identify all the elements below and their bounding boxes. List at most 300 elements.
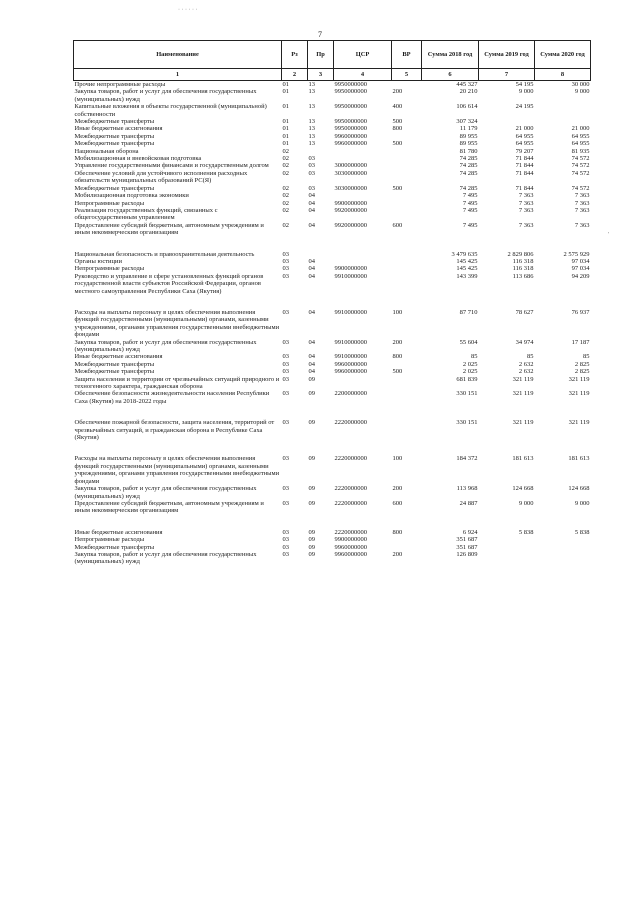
- row-csr: 9920000000: [334, 221, 367, 229]
- row-sum-2019: 2 829 806: [507, 250, 534, 258]
- row-sum-2019: 9 000: [518, 499, 534, 507]
- row-sum-2018: 74 285: [459, 155, 478, 163]
- row-vr: [392, 544, 422, 551]
- row-sum-2018: 81 780: [459, 147, 478, 155]
- row-rz: 03: [282, 368, 289, 376]
- column-index: 7: [479, 69, 535, 81]
- row-rz: 02: [282, 184, 289, 192]
- column-header-name: Наименование: [74, 41, 282, 69]
- table-row: [74, 273, 591, 295]
- row-csr: 9950000000: [334, 118, 367, 126]
- row-spacer: [74, 405, 591, 419]
- row-name: Межбюджетные трансферты: [74, 360, 155, 368]
- column-header-csr: ЦСР: [334, 41, 392, 69]
- column-index: 1: [74, 69, 282, 81]
- table-row: [74, 155, 591, 162]
- row-vr: 500: [392, 368, 403, 376]
- row-sum-2019: 181 613: [512, 455, 534, 463]
- row-pr: 04: [308, 206, 315, 214]
- row-spacer: [74, 441, 591, 455]
- row-pr: 04: [308, 272, 315, 280]
- row-sum-2020: 74 572: [571, 155, 590, 163]
- row-name: Управление государственными финансами и государственным долгом: [74, 162, 269, 170]
- row-csr: [334, 192, 392, 199]
- row-sum-2019: 64 955: [515, 132, 534, 140]
- row-sum-2020: 74 572: [571, 169, 590, 177]
- row-spacer: [74, 515, 591, 529]
- row-rz: 01: [282, 88, 289, 96]
- row-sum-2019: 71 844: [515, 184, 534, 192]
- row-sum-2018: 2 025: [462, 360, 478, 368]
- row-vr: 100: [392, 308, 403, 316]
- row-pr: 09: [308, 390, 315, 398]
- table-row: [74, 103, 591, 118]
- row-pr: 03: [308, 169, 315, 177]
- row-pr: 04: [308, 338, 315, 346]
- row-pr: 04: [308, 360, 315, 368]
- row-sum-2018: 184 372: [456, 455, 478, 463]
- column-header-rz: Рз: [282, 41, 308, 69]
- row-rz: 02: [282, 147, 289, 155]
- row-sum-2019: [479, 118, 535, 125]
- row-vr: 200: [392, 485, 403, 493]
- row-rz: 03: [282, 250, 289, 258]
- row-sum-2019: 124 668: [512, 485, 534, 493]
- row-rz: 03: [282, 360, 289, 368]
- row-vr: [392, 162, 422, 169]
- row-sum-2019: 9 000: [518, 88, 534, 96]
- row-sum-2020: 97 034: [571, 257, 590, 265]
- row-sum-2019: 113 686: [512, 272, 534, 280]
- row-name: Иные бюджетные ассигнования: [74, 125, 163, 133]
- row-sum-2019: 116 318: [512, 257, 534, 265]
- column-index: 8: [535, 69, 591, 81]
- row-sum-2018: 445 327: [456, 81, 478, 88]
- row-sum-2020: 321 119: [568, 419, 590, 427]
- row-pr: 04: [308, 257, 315, 265]
- row-csr: 9910000000: [334, 338, 367, 346]
- row-csr: 2220000000: [334, 455, 367, 463]
- row-sum-2019: 5 838: [518, 528, 534, 536]
- row-name: Прочие непрограммные расходы: [74, 81, 166, 88]
- table-row: [74, 125, 591, 132]
- row-rz: 03: [282, 455, 289, 463]
- column-header-vr: ВР: [392, 41, 422, 69]
- row-name: Реализация государственных функций, связанных с общегосударственным управлением: [74, 206, 218, 222]
- row-sum-2019: 321 119: [512, 390, 534, 398]
- row-pr: 09: [308, 375, 315, 383]
- column-index: 5: [392, 69, 422, 81]
- row-name: Мобилизационная и вневойсковая подготовка: [74, 155, 202, 163]
- table-row: [74, 368, 591, 375]
- column-header-2020: Сумма 2020 год: [535, 41, 591, 69]
- row-pr: 13: [308, 103, 315, 111]
- column-header-2019: Сумма 2019 год: [479, 41, 535, 69]
- row-csr: 9900000000: [334, 265, 367, 273]
- row-sum-2020: 7 363: [574, 199, 590, 207]
- row-name: Иные бюджетные ассигнования: [74, 353, 163, 361]
- row-sum-2018: 74 285: [459, 162, 478, 170]
- row-sum-2018: 330 151: [456, 390, 478, 398]
- scan-speck: ': [608, 232, 610, 238]
- row-vr: 100: [392, 455, 403, 463]
- row-csr: 9920000000: [334, 206, 367, 214]
- row-sum-2020: 2 575 929: [563, 250, 590, 258]
- row-vr: [392, 361, 422, 368]
- row-vr: [392, 251, 422, 258]
- row-csr: [334, 148, 392, 155]
- row-name: Непрограммные расходы: [74, 536, 145, 544]
- row-sum-2020: 2 825: [574, 368, 590, 376]
- row-vr: [392, 200, 422, 207]
- row-sum-2020: 81 935: [571, 147, 590, 155]
- row-name: Предоставление субсидий бюджетным, автономным учреждениям и иным некоммерческим организациям: [74, 221, 264, 237]
- row-rz: 01: [282, 132, 289, 140]
- row-pr: 04: [308, 353, 315, 361]
- row-pr: 09: [308, 543, 315, 551]
- row-csr: 2220000000: [334, 485, 367, 493]
- row-rz: 03: [282, 536, 289, 544]
- row-sum-2019: 321 119: [512, 419, 534, 427]
- row-sum-2019: [479, 536, 535, 543]
- row-spacer: [74, 237, 591, 251]
- row-name: Предоставление субсидий бюджетным, автономным учреждениям и иным некоммерческим организациям: [74, 499, 264, 515]
- row-vr: [392, 148, 422, 155]
- row-vr: [392, 419, 422, 441]
- row-sum-2018: 330 151: [456, 419, 478, 427]
- row-csr: 9950000000: [334, 125, 367, 133]
- row-sum-2018: 351 687: [456, 536, 478, 544]
- row-pr: 09: [308, 485, 315, 493]
- row-vr: [392, 207, 422, 222]
- row-sum-2018: 89 955: [459, 132, 478, 140]
- row-sum-2018: 3 479 635: [451, 250, 478, 258]
- row-csr: 9910000000: [334, 353, 367, 361]
- row-sum-2019: 54 195: [515, 81, 534, 88]
- table-row: [74, 339, 591, 354]
- row-rz: 03: [282, 499, 289, 507]
- row-sum-2018: 87 710: [459, 308, 478, 316]
- row-name: Закупка товаров, работ и услуг для обеспечения государственных (муниципальных) нужд: [74, 88, 257, 103]
- row-pr: 04: [308, 199, 315, 207]
- row-vr: [392, 258, 422, 265]
- table-row: [74, 148, 591, 155]
- row-rz: 02: [282, 192, 289, 200]
- column-index-row: [74, 69, 591, 81]
- table-row: [74, 207, 591, 222]
- row-sum-2019: 79 207: [515, 147, 534, 155]
- row-pr: 09: [308, 528, 315, 536]
- row-sum-2019: 7 363: [518, 221, 534, 229]
- row-name: Руководство и управление в сфере установленных функций органов государственной власти субъектов Российской Федерации, органов местного самоуправления Республики Саха (Якутия): [74, 272, 264, 295]
- row-pr: 09: [308, 499, 315, 507]
- row-csr: 9950000000: [334, 81, 367, 88]
- row-sum-2020: 74 572: [571, 162, 590, 170]
- column-index: 4: [334, 69, 392, 81]
- row-sum-2018: 145 425: [456, 265, 478, 273]
- row-sum-2019: 34 974: [515, 338, 534, 346]
- row-sum-2019: [479, 544, 535, 551]
- row-sum-2018: 24 887: [459, 499, 478, 507]
- table-row: [74, 88, 591, 103]
- row-rz: 01: [282, 103, 289, 111]
- row-sum-2018: 85: [471, 353, 478, 361]
- row-pr: 13: [308, 81, 315, 88]
- table-header-row: [74, 41, 591, 69]
- row-sum-2020: [535, 544, 591, 551]
- row-sum-2019: 7 363: [518, 192, 534, 200]
- row-vr: [392, 133, 422, 140]
- row-sum-2020: 124 668: [568, 485, 590, 493]
- row-sum-2018: 307 324: [456, 118, 478, 126]
- row-rz: 01: [282, 81, 289, 88]
- row-sum-2018: 7 495: [462, 199, 478, 207]
- row-pr: [308, 251, 334, 258]
- row-sum-2020: 7 363: [574, 221, 590, 229]
- row-vr: [392, 376, 422, 391]
- row-name: Закупка товаров, работ и услуг для обеспечения государственных (муниципальных) нужд: [74, 338, 257, 353]
- budget-table: [73, 40, 591, 566]
- table-row: [74, 500, 591, 515]
- row-sum-2019: 71 844: [515, 155, 534, 163]
- row-sum-2018: 7 495: [462, 221, 478, 229]
- row-csr: 9900000000: [334, 536, 367, 544]
- row-sum-2020: 85: [583, 353, 590, 361]
- table-row: [74, 544, 591, 551]
- row-rz: 01: [282, 140, 289, 148]
- row-name: Межбюджетные трансферты: [74, 140, 155, 148]
- row-pr: 03: [308, 184, 315, 192]
- table-row: [74, 140, 591, 147]
- row-sum-2018: 143 399: [456, 272, 478, 280]
- row-sum-2018: 11 179: [459, 125, 478, 133]
- row-csr: 9900000000: [334, 199, 367, 207]
- column-index: 6: [422, 69, 479, 81]
- row-pr: 04: [308, 308, 315, 316]
- row-csr: [334, 376, 392, 391]
- row-sum-2018: 7 495: [462, 206, 478, 214]
- row-csr: 3000000000: [334, 162, 367, 170]
- row-name: Обеспечение условий для устойчивого исполнения расходных обязательств муниципальных образований РС(Я): [74, 169, 248, 185]
- row-vr: 800: [392, 125, 403, 133]
- row-sum-2020: 181 613: [568, 455, 590, 463]
- row-sum-2020: 76 937: [571, 308, 590, 316]
- row-rz: 03: [282, 257, 289, 265]
- row-csr: 2220000000: [334, 419, 367, 427]
- row-sum-2020: 7 363: [574, 206, 590, 214]
- row-pr: 09: [308, 536, 315, 544]
- row-csr: 9960000000: [334, 368, 367, 376]
- row-sum-2019: 78 627: [515, 308, 534, 316]
- row-sum-2019: 85: [527, 353, 534, 361]
- row-pr: 04: [308, 368, 315, 376]
- table-row: [74, 251, 591, 258]
- row-sum-2020: [535, 551, 591, 566]
- row-sum-2019: 64 955: [515, 140, 534, 148]
- column-index: 3: [308, 69, 334, 81]
- row-sum-2019: 2 632: [518, 360, 534, 368]
- row-name: Межбюджетные трансферты: [74, 543, 155, 551]
- row-sum-2020: 9 000: [574, 88, 590, 96]
- row-csr: [334, 155, 392, 162]
- row-pr: 13: [308, 140, 315, 148]
- row-rz: 02: [282, 169, 289, 177]
- row-name: Органы юстиции: [74, 257, 122, 265]
- row-rz: 03: [282, 485, 289, 493]
- row-sum-2019: 71 844: [515, 169, 534, 177]
- row-sum-2020: [535, 103, 591, 118]
- row-pr: [308, 148, 334, 155]
- row-vr: [392, 390, 422, 405]
- row-pr: 04: [308, 265, 315, 273]
- row-name: Расходы на выплаты персоналу в целях обеспечения выполнения функций государственными (муниципальными) органами, казенными учреждениями, органами управления государственными внебюджетными фондами: [74, 455, 280, 485]
- row-sum-2018: 7 495: [462, 192, 478, 200]
- row-vr: 200: [392, 88, 403, 96]
- row-rz: 03: [282, 338, 289, 346]
- row-pr: 09: [308, 550, 315, 558]
- row-rz: 02: [282, 162, 289, 170]
- row-sum-2018: 681 839: [456, 375, 478, 383]
- row-rz: 03: [282, 528, 289, 536]
- row-vr: [392, 155, 422, 162]
- row-rz: 03: [282, 265, 289, 273]
- row-csr: 3030000000: [334, 184, 367, 192]
- row-vr: [392, 192, 422, 199]
- column-index: 2: [282, 69, 308, 81]
- row-rz: 03: [282, 272, 289, 280]
- row-sum-2018: 6 924: [462, 528, 478, 536]
- row-vr: 200: [392, 550, 403, 558]
- table-row: [74, 118, 591, 125]
- row-pr: 03: [308, 155, 315, 163]
- row-rz: 02: [282, 221, 289, 229]
- row-vr: [392, 536, 422, 543]
- row-vr: [392, 273, 422, 295]
- row-csr: 9960000000: [334, 543, 367, 551]
- row-name: Национальная безопасность и правоохранительная деятельность: [74, 250, 255, 258]
- row-name: Межбюджетные трансферты: [74, 184, 155, 192]
- table-row: [74, 200, 591, 207]
- row-name: Мобилизационная подготовка экономики: [74, 192, 189, 200]
- row-rz: 03: [282, 550, 289, 558]
- row-sum-2020: 30 000: [571, 81, 590, 88]
- column-header-pr: Пр: [308, 41, 334, 69]
- row-vr: 500: [392, 118, 403, 126]
- row-pr: 13: [308, 88, 315, 96]
- row-name: Закупка товаров, работ и услуг для обеспечения государственных (муниципальных) нужд: [74, 485, 257, 500]
- table-row: [74, 81, 591, 89]
- row-sum-2018: 55 604: [459, 338, 478, 346]
- row-sum-2020: 97 034: [571, 265, 590, 273]
- row-csr: 9960000000: [334, 550, 367, 558]
- row-sum-2018: 126 809: [456, 550, 478, 558]
- table-row: [74, 419, 591, 441]
- row-sum-2019: 321 119: [512, 375, 534, 383]
- row-sum-2020: 17 187: [571, 338, 590, 346]
- row-csr: 3030000000: [334, 169, 367, 177]
- row-csr: [334, 251, 392, 258]
- row-pr: 13: [308, 118, 315, 126]
- row-sum-2018: 113 968: [456, 485, 478, 493]
- row-name: Расходы на выплаты персоналу в целях обеспечения выполнения функций государственными (муниципальными) органами, казенными учреждениями, органами управления государственными внебюджетными фондами: [74, 308, 280, 339]
- page-number: 7: [318, 30, 322, 39]
- row-csr: 9960000000: [334, 140, 367, 148]
- scan-speck: · · · · · ·: [178, 7, 198, 13]
- column-header-2018: Сумма 2018 год: [422, 41, 479, 69]
- row-csr: 2200000000: [334, 390, 367, 398]
- row-sum-2020: 74 572: [571, 184, 590, 192]
- table-row: [74, 361, 591, 368]
- row-rz: 03: [282, 419, 289, 427]
- row-csr: 2220000000: [334, 528, 367, 536]
- row-sum-2019: 2 632: [518, 368, 534, 376]
- row-vr: [392, 81, 422, 89]
- row-pr: 04: [308, 221, 315, 229]
- row-vr: 200: [392, 338, 403, 346]
- row-sum-2019: 71 844: [515, 162, 534, 170]
- table-row: [74, 185, 591, 192]
- row-rz: 03: [282, 543, 289, 551]
- row-csr: 9960000000: [334, 132, 367, 140]
- row-name: Межбюджетные трансферты: [74, 132, 155, 140]
- row-rz: 03: [282, 375, 289, 383]
- row-pr: 09: [308, 455, 315, 463]
- row-csr: 9950000000: [334, 103, 367, 111]
- row-vr: 500: [392, 184, 403, 192]
- row-sum-2020: 7 363: [574, 192, 590, 200]
- row-sum-2020: 64 955: [571, 132, 590, 140]
- row-spacer: [74, 295, 591, 309]
- table-row: [74, 529, 591, 536]
- table-row: [74, 551, 591, 566]
- row-csr: 9960000000: [334, 360, 367, 368]
- row-sum-2018: 351 687: [456, 543, 478, 551]
- row-csr: [334, 258, 392, 265]
- table-row: [74, 133, 591, 140]
- row-sum-2018: 89 955: [459, 140, 478, 148]
- row-name: Капитальные вложения в объекты государственной (муниципальной) собственности: [74, 103, 267, 118]
- row-name: Обеспечение безопасности жизнедеятельности населения Республики Саха (Якутия) на 2018-2022 годы: [74, 390, 270, 405]
- row-name: Межбюджетные трансферты: [74, 118, 155, 126]
- row-vr: [392, 170, 422, 185]
- row-sum-2020: 321 119: [568, 375, 590, 383]
- row-vr: 600: [392, 499, 403, 507]
- row-sum-2019: 21 000: [515, 125, 534, 133]
- row-sum-2018: 74 285: [459, 184, 478, 192]
- row-name: Закупка товаров, работ и услуг для обеспечения государственных (муниципальных) нужд: [74, 550, 257, 566]
- row-sum-2020: 321 119: [568, 390, 590, 398]
- row-name: Межбюджетные трансферты: [74, 368, 155, 376]
- row-csr: 9950000000: [334, 88, 367, 96]
- table-row: [74, 353, 591, 360]
- table-row: [74, 170, 591, 185]
- table-row: [74, 390, 591, 405]
- row-sum-2020: 9 000: [574, 499, 590, 507]
- row-vr: 800: [392, 353, 403, 361]
- row-sum-2020: 64 955: [571, 140, 590, 148]
- row-pr: 09: [308, 419, 315, 427]
- row-pr: 13: [308, 132, 315, 140]
- row-sum-2020: [535, 118, 591, 125]
- row-sum-2018: 145 425: [456, 257, 478, 265]
- row-pr: 04: [308, 192, 315, 200]
- row-sum-2019: 24 195: [515, 103, 534, 111]
- table-row: [74, 376, 591, 391]
- table-row: [74, 222, 591, 237]
- row-rz: 03: [282, 390, 289, 398]
- row-pr: 13: [308, 125, 315, 133]
- row-rz: 02: [282, 206, 289, 214]
